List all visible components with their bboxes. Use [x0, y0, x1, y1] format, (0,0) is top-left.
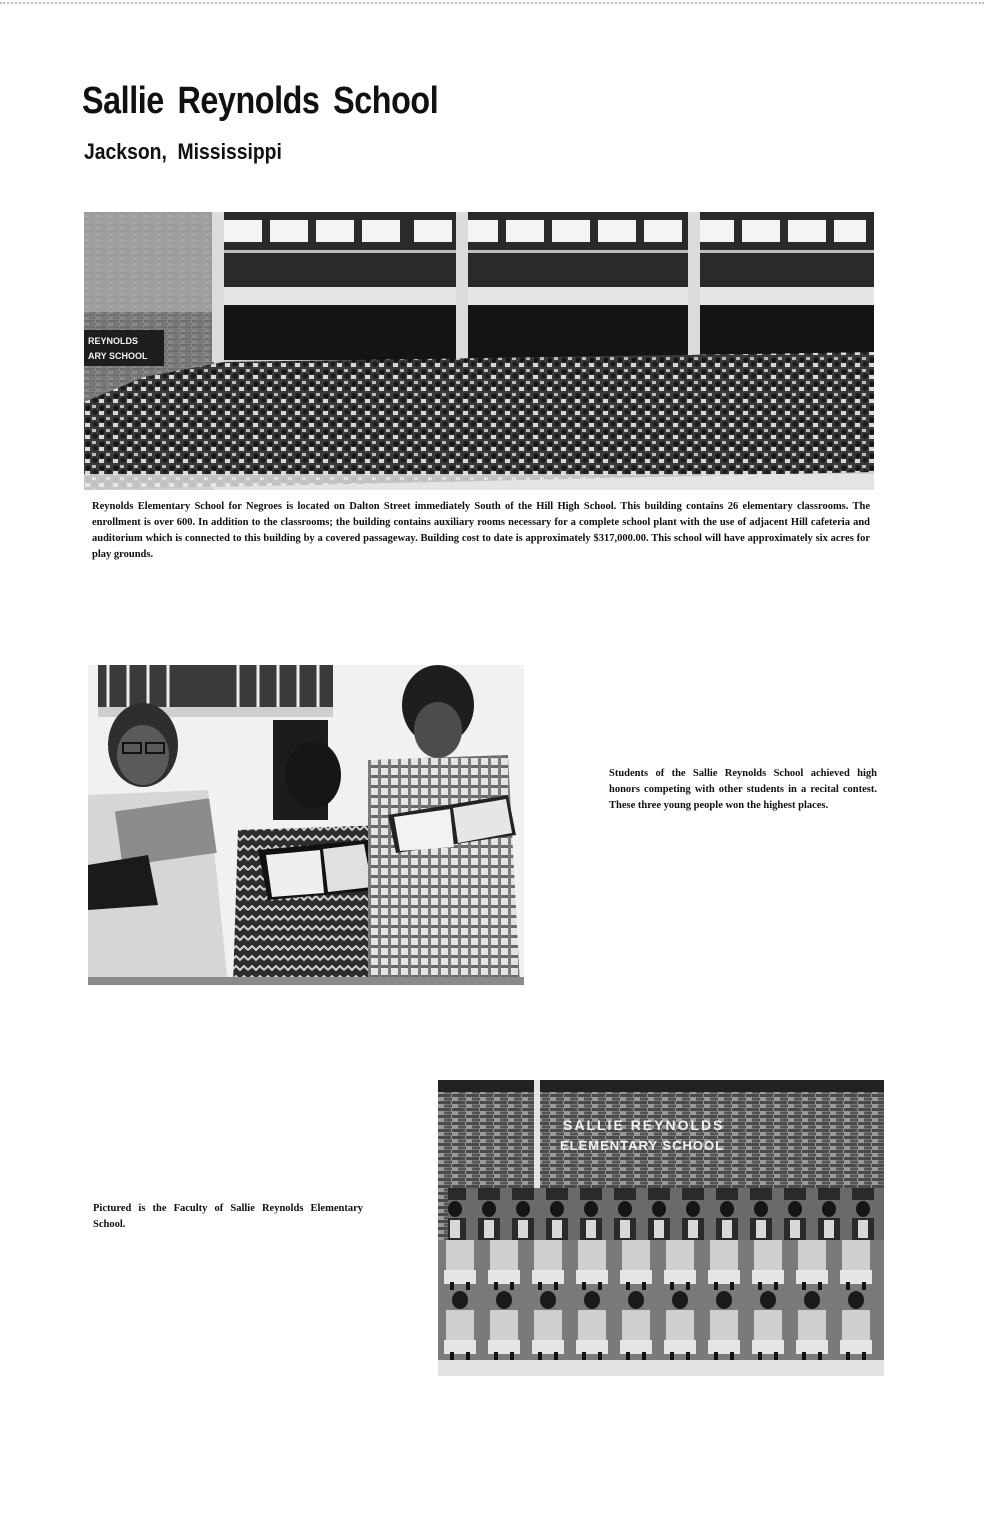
building-sign-line-2: ARY SCHOOL: [88, 351, 148, 361]
faculty-sign-line-2: ELEMENTARY SCHOOL: [560, 1138, 725, 1153]
caption-building-description: Reynolds Elementary School for Negroes is located on Dalton Street immediately South of the Hill High School. This building contains 26 elementary classrooms. The enrollment is over 600. In addition to the classrooms; the building contains auxiliary rooms necessary for a complete school plant with the use of adjacent Hill cafeteria and auditorium which is connected to this building by a covered passageway. Building cost to date is approximately $317,000.00. This school will have approximately six acres for play grounds.: [92, 501, 870, 560]
photo-school-building-students: [84, 212, 874, 490]
page-subtitle-location: Jackson, Mississippi: [84, 139, 282, 164]
photo-faculty-group: [438, 1080, 884, 1376]
faculty-sign-line-1: SALLIE REYNOLDS: [563, 1117, 725, 1133]
caption-faculty: Pictured is the Faculty of Sallie Reynolds Elementary School.: [93, 1203, 363, 1230]
photo-recital-contest-winners: [88, 665, 524, 985]
building-sign-line-1: REYNOLDS: [88, 336, 139, 346]
caption-recital-contest: Students of the Sallie Reynolds School achieved high honors competing with other students in a recital contest. These three young people won the highest places.: [609, 768, 877, 811]
top-dotted-rule: [0, 2, 984, 4]
page-title: Sallie Reynolds School: [82, 80, 439, 122]
